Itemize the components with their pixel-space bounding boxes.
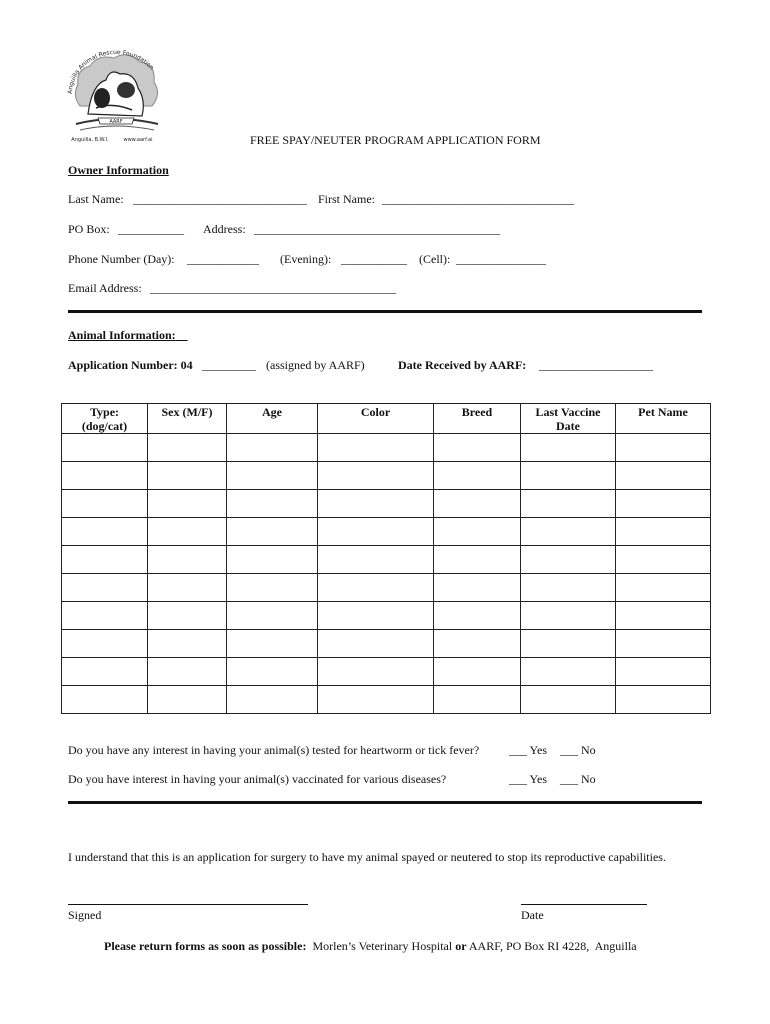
email-field[interactable]: _________________________________________ (150, 281, 396, 295)
animal-info-heading (68, 328, 188, 342)
table-cell[interactable] (434, 602, 521, 630)
table-cell[interactable] (62, 518, 148, 546)
table-cell[interactable] (521, 658, 616, 686)
table-cell[interactable] (616, 630, 711, 658)
vaccination-no-option[interactable]: ___ No (560, 772, 596, 786)
table-cell[interactable] (616, 518, 711, 546)
table-cell[interactable] (318, 658, 434, 686)
table-cell[interactable] (521, 686, 616, 714)
phone-cell-label: (Cell): (419, 252, 451, 266)
application-number-label: Application Number: 04 (68, 358, 193, 372)
table-cell[interactable] (434, 462, 521, 490)
form-title: FREE SPAY/NEUTER PROGRAM APPLICATION FORM (250, 133, 541, 147)
section-divider-bottom (68, 801, 702, 804)
signature-line[interactable] (68, 904, 308, 905)
owner-info-heading: Owner Information (68, 163, 169, 177)
table-cell[interactable] (148, 462, 227, 490)
footer-place2: AARF, PO Box RI 4228, Anguilla (468, 939, 637, 953)
logo-org-name: Anguilla Animal Rescue Foundation (66, 48, 156, 95)
date-received-field[interactable]: ___________________ (539, 358, 653, 372)
section-divider (68, 310, 702, 313)
table-header-row (62, 404, 711, 434)
table-cell[interactable] (318, 630, 434, 658)
date-received-label: Date Received by AARF: (398, 358, 527, 372)
address-field[interactable]: _________________________________________ (254, 222, 500, 236)
animal-info-heading-tail (176, 328, 188, 342)
signed-label: Signed (68, 908, 102, 922)
table-cell[interactable] (62, 546, 148, 574)
table-cell[interactable] (62, 602, 148, 630)
column-header: Age (227, 404, 318, 434)
table-cell[interactable] (148, 630, 227, 658)
table-cell[interactable] (521, 602, 616, 630)
table-row (62, 434, 711, 462)
vaccination-yes-option[interactable]: ___ Yes (509, 772, 548, 786)
organization-logo (62, 44, 168, 146)
po-box-label: PO Box: (68, 222, 110, 236)
table-row (62, 630, 711, 658)
consent-statement: I understand that this is an application for surgery to have my animal spayed or neutered to stop its reproductive capabilities. (68, 850, 666, 864)
table-cell[interactable] (318, 518, 434, 546)
table-cell[interactable] (521, 434, 616, 462)
table-cell[interactable] (521, 518, 616, 546)
table-row (62, 658, 711, 686)
table-cell[interactable] (434, 546, 521, 574)
table-cell[interactable] (148, 574, 227, 602)
date-line[interactable] (521, 904, 647, 905)
first-name-field[interactable]: ________________________________ (382, 192, 574, 206)
table-row (62, 574, 711, 602)
date-label: Date (521, 908, 544, 922)
table-cell[interactable] (521, 546, 616, 574)
table-cell[interactable] (318, 574, 434, 602)
column-header: Type: (dog/cat) (62, 404, 148, 434)
table-cell[interactable] (616, 686, 711, 714)
column-header: Pet Name (616, 404, 711, 434)
table-cell[interactable] (62, 686, 148, 714)
table-cell[interactable] (521, 630, 616, 658)
table-cell[interactable] (62, 434, 148, 462)
table-cell[interactable] (434, 434, 521, 462)
table-cell[interactable] (148, 546, 227, 574)
table-cell[interactable] (616, 462, 711, 490)
address-label: Address: (203, 222, 246, 236)
table-cell[interactable] (616, 546, 711, 574)
assigned-note: (assigned by AARF) (266, 358, 365, 372)
table-cell[interactable] (318, 434, 434, 462)
table-cell[interactable] (318, 490, 434, 518)
table-cell[interactable] (616, 490, 711, 518)
po-box-field[interactable]: ___________ (118, 222, 184, 236)
heartworm-question: Do you have any interest in having your animal(s) tested for heartworm or tick fever? (68, 743, 480, 757)
table-cell[interactable] (227, 462, 318, 490)
table-cell[interactable] (148, 602, 227, 630)
table-row (62, 462, 711, 490)
phone-day-label: Phone Number (Day): (68, 252, 175, 266)
table-cell[interactable] (227, 658, 318, 686)
table-cell[interactable] (434, 574, 521, 602)
table-row (62, 518, 711, 546)
column-header: Last Vaccine Date (521, 404, 616, 434)
table-cell[interactable] (227, 518, 318, 546)
table-cell[interactable] (434, 490, 521, 518)
table-cell[interactable] (148, 490, 227, 518)
heartworm-yes-option[interactable]: ___ Yes (509, 743, 548, 757)
table-cell[interactable] (148, 658, 227, 686)
last-name-label: Last Name: (68, 192, 124, 206)
table-cell[interactable] (62, 630, 148, 658)
table-cell[interactable] (148, 686, 227, 714)
heartworm-no-option[interactable]: ___ No (560, 743, 596, 757)
last-name-field[interactable]: _____________________________ (133, 192, 307, 206)
column-header: Breed (434, 404, 521, 434)
table-body (62, 434, 711, 714)
table-row (62, 602, 711, 630)
logo-web-text: www.aarf.ai (123, 137, 153, 143)
table-cell[interactable] (318, 602, 434, 630)
table-cell[interactable] (521, 490, 616, 518)
email-label: Email Address: (68, 281, 142, 295)
table-cell[interactable] (227, 602, 318, 630)
table-cell[interactable] (616, 434, 711, 462)
table-cell[interactable] (148, 434, 227, 462)
logo-place-text: Anguilla, B.W.I. (71, 137, 109, 143)
footer-place1: Morlen’s Veterinary Hospital (312, 939, 453, 953)
table-cell[interactable] (227, 686, 318, 714)
vaccination-question: Do you have interest in having your animal(s) vaccinated for various diseases? (68, 772, 447, 786)
footer-instructions (104, 939, 637, 953)
application-number-field[interactable]: _________ (202, 358, 256, 372)
table-cell[interactable] (521, 574, 616, 602)
table-cell[interactable] (62, 490, 148, 518)
table-row (62, 490, 711, 518)
phone-cell-field[interactable]: _______________ (456, 252, 546, 266)
table-cell[interactable] (62, 574, 148, 602)
table-cell[interactable] (616, 602, 711, 630)
footer-lead: Please return forms as soon as possible: (104, 939, 307, 953)
table-cell[interactable] (318, 546, 434, 574)
logo-banner-text: AARF (109, 119, 123, 125)
table-cell[interactable] (148, 518, 227, 546)
table-row (62, 686, 711, 714)
table-cell[interactable] (227, 546, 318, 574)
first-name-label: First Name: (318, 192, 375, 206)
table-cell[interactable] (318, 686, 434, 714)
table-cell[interactable] (434, 686, 521, 714)
table-cell[interactable] (434, 658, 521, 686)
phone-evening-field[interactable]: ___________ (341, 252, 407, 266)
table-cell[interactable] (434, 518, 521, 546)
table-cell[interactable] (616, 658, 711, 686)
phone-day-field[interactable]: ____________ (187, 252, 259, 266)
table-cell[interactable] (434, 630, 521, 658)
column-header: Sex (M/F) (148, 404, 227, 434)
table-cell[interactable] (227, 630, 318, 658)
table-row (62, 546, 711, 574)
table-cell[interactable] (227, 490, 318, 518)
animal-info-heading-text: Animal Information: (68, 328, 176, 342)
phone-evening-label: (Evening): (280, 252, 332, 266)
animal-table (61, 403, 711, 714)
table-cell[interactable] (227, 574, 318, 602)
table-cell[interactable] (616, 574, 711, 602)
table-cell[interactable] (62, 658, 148, 686)
column-header: Color (318, 404, 434, 434)
table-cell[interactable] (62, 462, 148, 490)
table-cell[interactable] (227, 434, 318, 462)
footer-or: or (455, 939, 467, 953)
table-cell[interactable] (521, 462, 616, 490)
table-cell[interactable] (318, 462, 434, 490)
